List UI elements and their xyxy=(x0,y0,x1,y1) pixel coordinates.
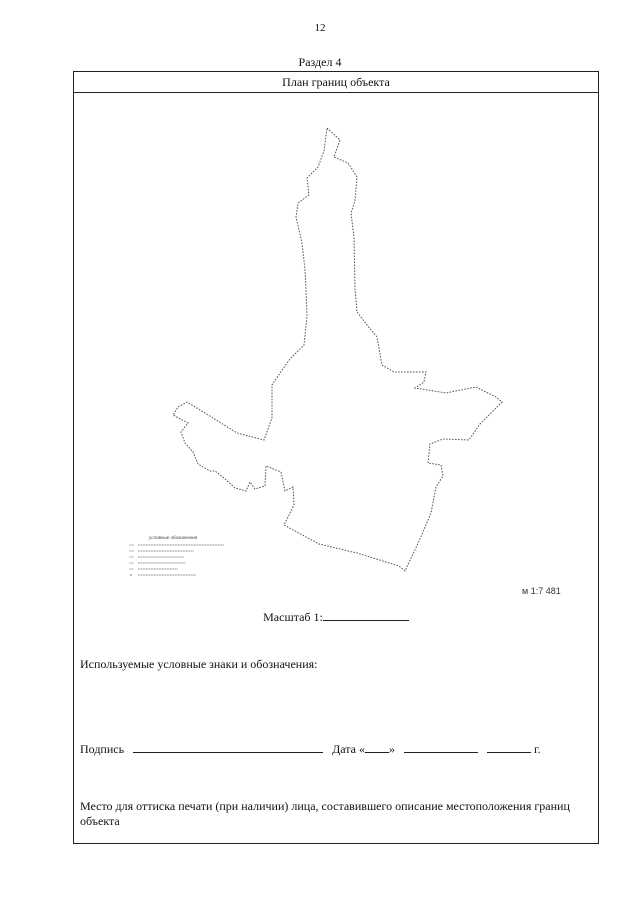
object-boundary-outline xyxy=(173,128,502,571)
scale-field xyxy=(74,608,598,625)
date-day-blank xyxy=(365,740,389,753)
boundary-plan-frame xyxy=(73,71,599,844)
map-legend-block xyxy=(129,535,224,576)
date-quote-close: » xyxy=(389,742,395,756)
date-label: Дата « xyxy=(332,742,365,756)
map-scale-label: м 1:7 481 xyxy=(522,586,561,596)
year-suffix: г. xyxy=(534,742,541,756)
page-number: 12 xyxy=(314,22,326,34)
signature-date-row xyxy=(80,740,592,757)
section-title: Раздел 4 xyxy=(298,55,342,69)
boundary-map-svg xyxy=(74,93,598,603)
date-year-blank xyxy=(487,740,531,753)
scale-label: Масштаб 1: xyxy=(263,610,323,624)
scale-blank xyxy=(323,608,409,621)
stamp-placeholder-text: Место для оттиска печати (при наличии) лица, составившего описание местоположения границ объекта xyxy=(80,799,570,828)
date-month-blank xyxy=(404,740,478,753)
legend-label: Используемые условные знаки и обозначения: xyxy=(80,657,318,671)
boundary-map xyxy=(74,93,598,603)
signature-blank xyxy=(133,740,323,753)
legend-point-symbol xyxy=(130,574,132,576)
map-legend-title: условные обозначения xyxy=(149,535,198,540)
table-header: План границ объекта xyxy=(74,72,598,93)
signature-label: Подпись xyxy=(80,742,125,756)
